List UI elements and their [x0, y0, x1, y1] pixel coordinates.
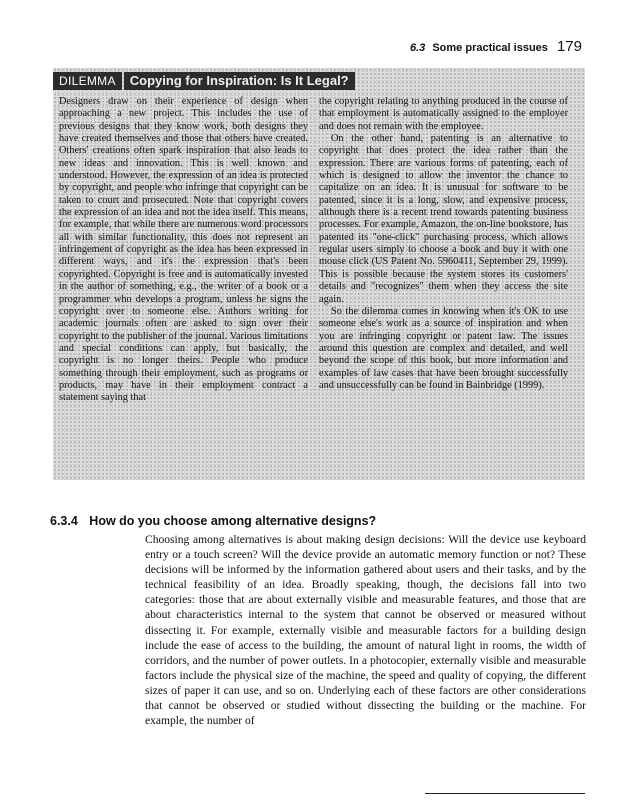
dilemma-box	[53, 68, 585, 480]
section-title: How do you choose among alternative designs?	[89, 514, 377, 528]
running-head-title: Some practical issues	[432, 42, 548, 54]
body-paragraph: Choosing among alternatives is about making design decisions: Will the device use keyboard entry or a touch screen? Will the device provide an automatic memory function or not? These decisions will be informed by the information gathered about users and their tasks, and by the technical feasibility of an idea. Broadly speaking, though, the decisions fall into two categories: those that are about externally visible and measurable features, and those that are about characteristics internal to the system that cannot be observed or measured without dissecting it. For example, externally visible and measurable factors for a building design include the ease of access to the building, the amount of natural light in rooms, the width of corridors, and the number of power outlets. In a photocopier, externally visible and measurable factors include the physical size of the machine, the speed and quality of copying, the different sizes of paper it can use, and so on. Underlying each of these factors are other considerations that cannot be observed or studied without dissecting the building or the machine. For example, the number of	[145, 534, 586, 728]
dilemma-paragraph: the copyright relating to anything produced in the course of that employment is automatically assigned to the employer and does not remain with the employee.	[319, 96, 568, 132]
dilemma-paragraph: On the other hand, patenting is an alternative to copyright that does protect the idea rather than the expression. There are various forms of patenting, each of which is designed to allow the inventor the chance to capitalize on an idea. It is unusual for software to be patented, since it is a long, slow, and expensive process, although there is a recent trend towards patenting business processes. For example, Amazon, the on-line bookstore, has patented its "one-click" purchasing process, which allows regular users simply to choose a book and buy it with one mouse click (US Patent No. 5960411, September 29, 1999). This is possible because the system stores its customers' details and "recognizes" them when they access the site again.	[319, 133, 568, 305]
dilemma-paragraph: So the dilemma comes in knowing when it's OK to use someone else's work as a source of inspiration and when you are infringing copyright or patent law. The issues around this question are complex and detailed, and well beyond the scope of this book, but more information and examples of law cases that have been brought successfully and unsuccessfully can be found in Bainbridge (1999).	[319, 305, 568, 391]
section-number: 6.3.4	[50, 514, 78, 528]
dilemma-title: Copying for Inspiration: Is It Legal?	[124, 72, 355, 90]
dilemma-label: DILEMMA	[53, 72, 122, 90]
dilemma-header	[53, 72, 355, 90]
dilemma-right-column	[319, 96, 568, 392]
dilemma-paragraph: Designers draw on their experience of design when approaching a new project. This includes the use of previous designs that they know work, both designs they have created themselves and those that others have created. Others' creations often spark inspiration that also leads to new ideas and innovation. This is well known and understood. However, the expression of an idea is protected by copyright, and people who infringe that copyright can be taken to court and prosecuted. Note that copyright covers the expression of an idea and not the idea itself. This means, for example, that while there are numerous word processors all with similar functionality, this does not represent an infringement of copyright as the idea has been expressed in different ways, and it's the expression that's been copyrighted. Copyright is free and is automatically invested in the author of something, e.g., the writer of a book or a programmer who develops a program, unless he signs the copyright over to someone else. Authors writing for academic journals often are asked to sign over their copyright to the publisher of the journal. Various limitations and special conditions can apply, but basically, the copyright is no longer theirs. People who produce something through their employment, such as programs or products, may have in their employment contract a statement saying that	[59, 96, 308, 404]
page-number: 179	[556, 38, 582, 55]
running-head	[410, 38, 582, 55]
running-head-section: 6.3	[409, 42, 426, 54]
section-heading	[50, 514, 376, 528]
bottom-rule	[425, 793, 585, 794]
dilemma-left-column	[59, 96, 308, 405]
body-text	[145, 533, 586, 729]
